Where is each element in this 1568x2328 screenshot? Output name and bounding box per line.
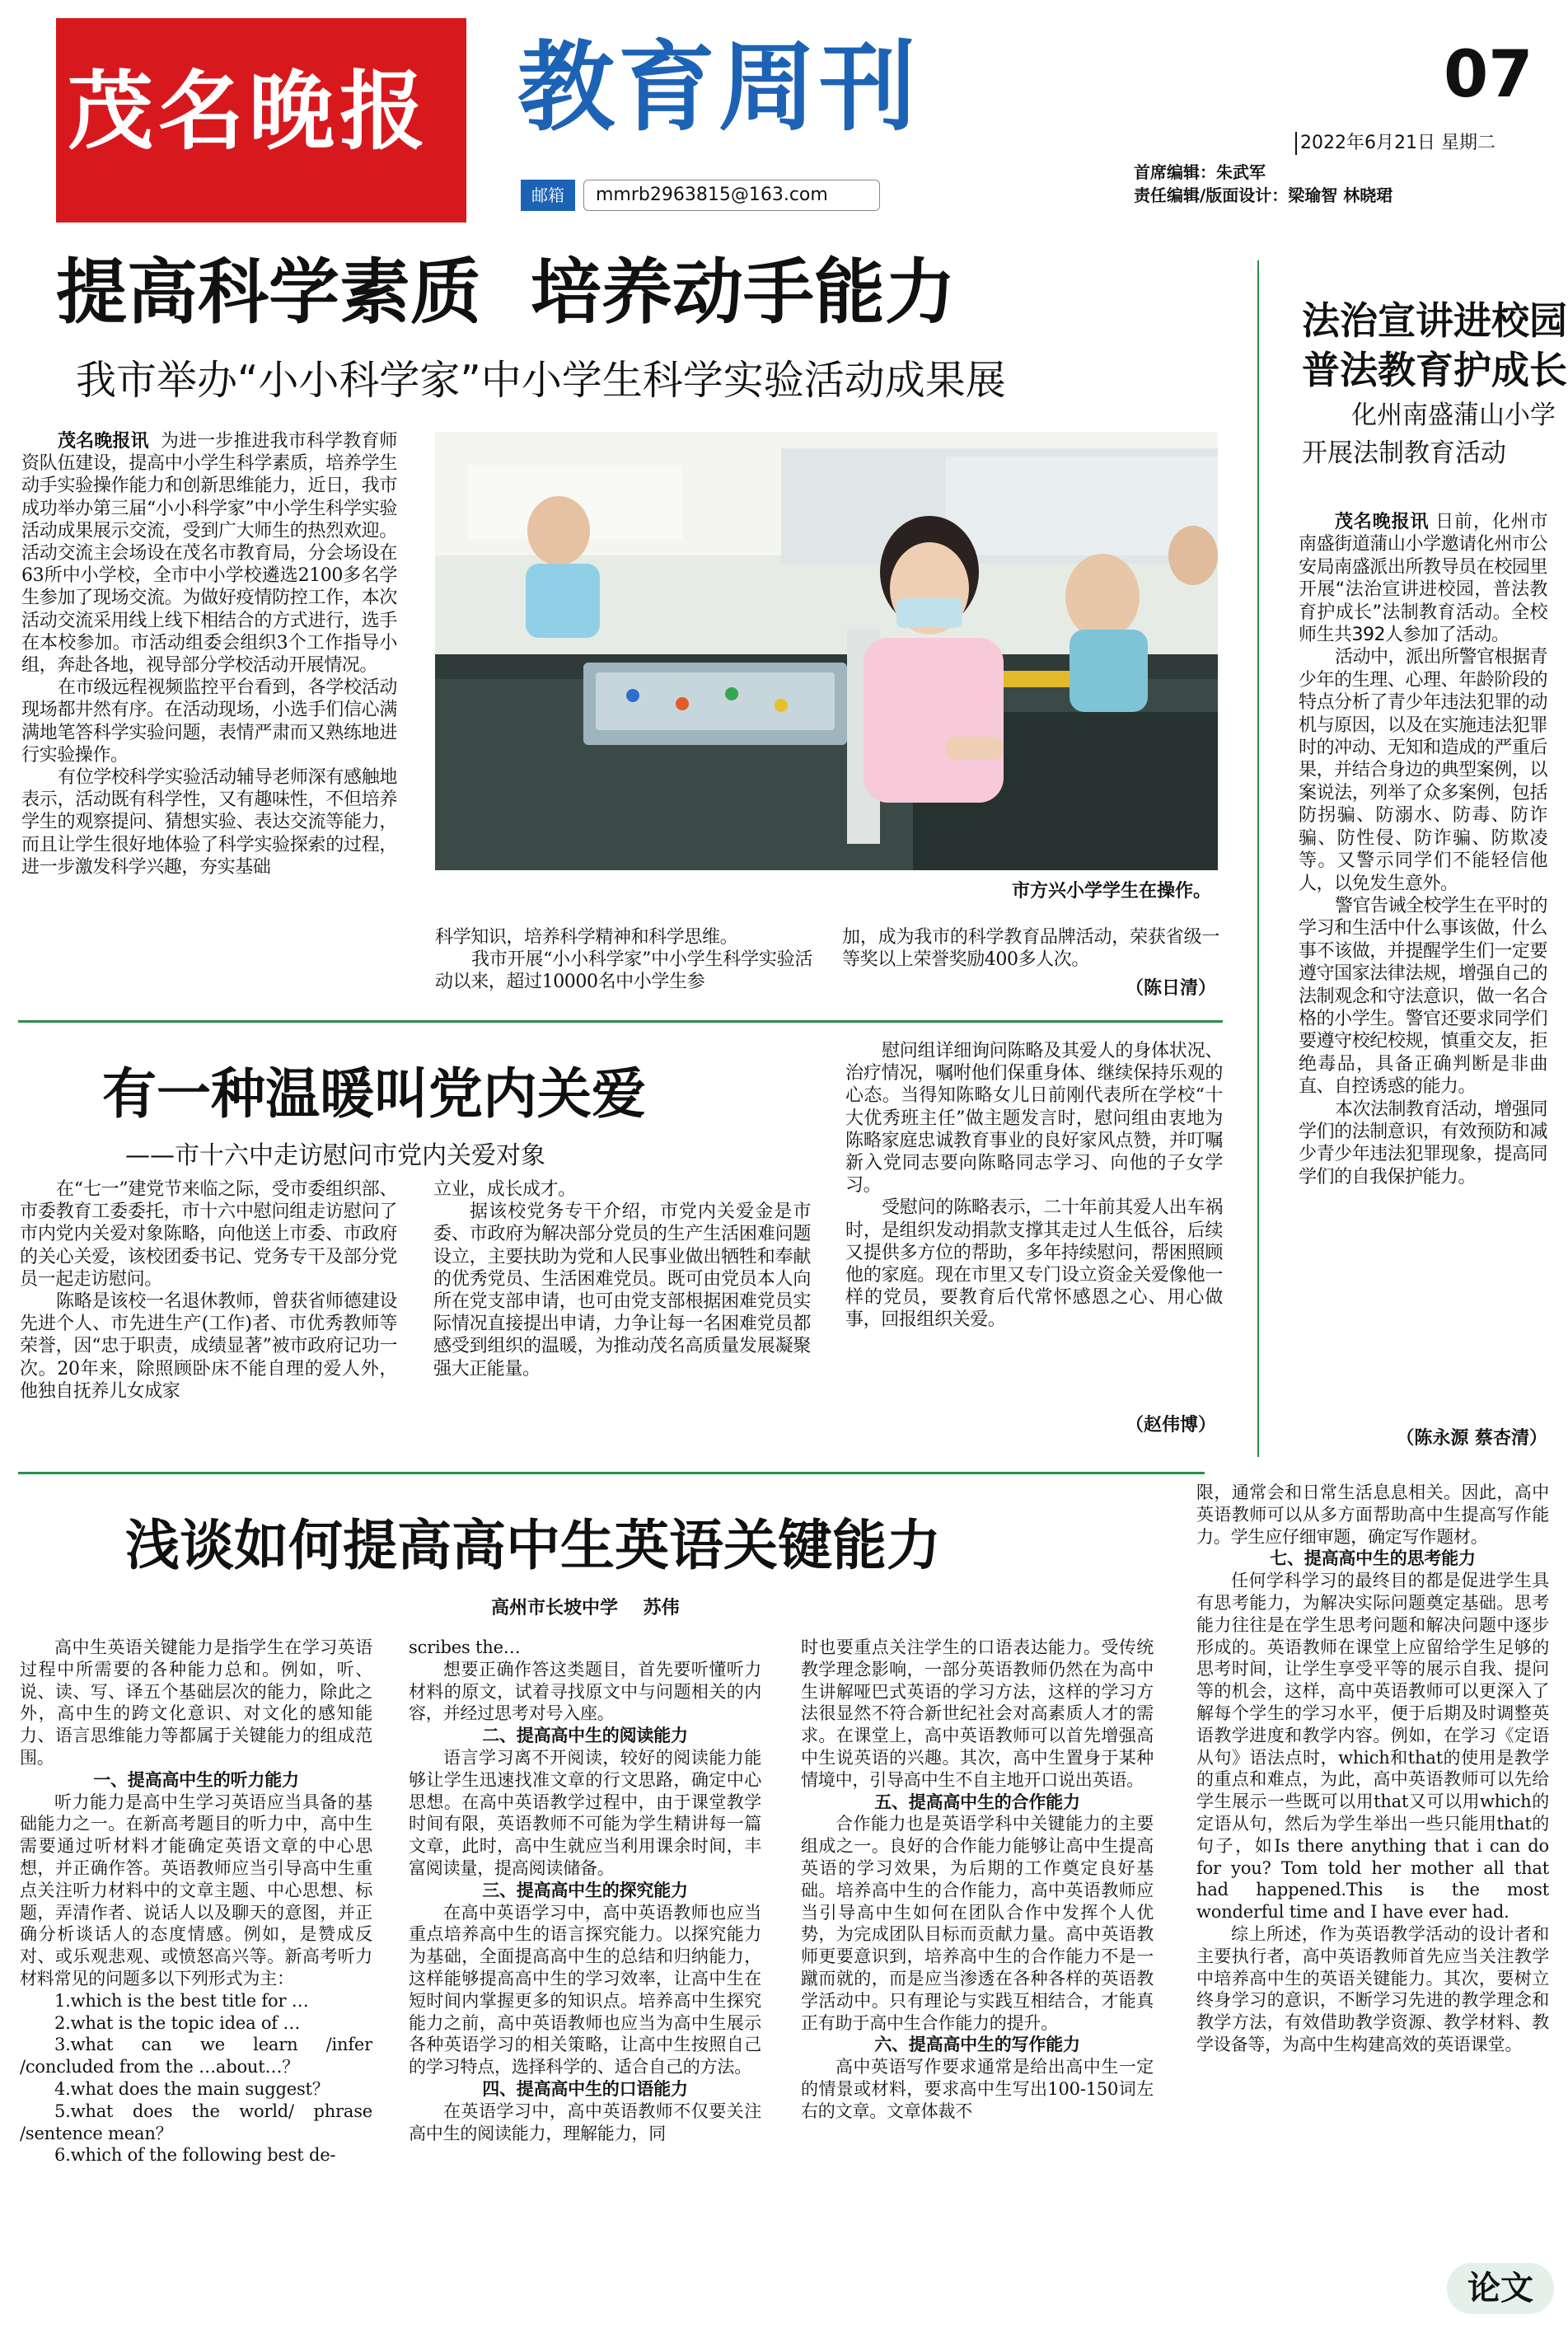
article2-col2-p2: 据该校党务专干介绍，市党内关爱金是市委、市政府为解决部分党员的生产生活困难问题设立，主要扶助为党和人民事业做出牺牲和奉献的优秀党员、生活困难党员。既可由党员本人向所在党支部申请，也可由党支部根据困难党员实际情况直接提出申请，力争让每一名困难党员都感受到组织的温暖，为推动茂名高质量发展凝聚强大正能量。 [433, 1201, 811, 1379]
article3-c4p2: 任何学科学习的最终目的都是促进学生具有思考能力，为解决实际问题奠定基础。思考能力往往是在学生思考问题和解决问题中逐步形成的。英语教师在课堂上应留给学生足够的思考时间，让学生享受平等的展示自我、提问等的机会，这样，高中英语教师可以更深入了解每个学生的学习水平，便于后期及时调整英语教学进度和教学内容。例如，在学习《定语从句》语法点时，which和that的使用是教学的重点和难点，为此，高中英语教师可以先给学生展示一些既可以用that又可以用which的定语从句，然后为学生举出一些只能用that的句子，如Is there anything that i can do for you? Tom told her mother all that had happened.This is the most wonderful time and I have ever had. [1196, 1571, 1549, 1923]
rule-before-article3 [18, 1472, 1205, 1474]
article3-col2 [409, 1637, 761, 2321]
article2-col2-p1: 立业，成长成才。 [433, 1179, 576, 1200]
sidebar-title-2: 普法教育护成长 [1302, 348, 1567, 392]
classroom-photo [435, 432, 1218, 870]
sidebar-sub-1: 化州南盛蒲山小学 [1351, 400, 1556, 430]
sidebar-rule [1257, 260, 1259, 1457]
article1-p1: 为进一步推进我市科学教育师资队伍建设，提高中小学生科学素质，培养学生动手实验操作能力和创新思维能力，近日，我市成功举办第三届“小小科学家”中小学生科学实验活动成果展示交流，受到广大师生的热烈欢迎。活动交流主会场设在茂名市教育局，分会场设在63所中小学校，全市中小学校遴选2100多名学生参加了现场交流。为做好疫情防控工作，本次活动交流采用线上线下相结合的方式进行，选手在本校参加。市活动组委会组织3个工作指导小组，奔赴各地，视导部分学校活动开展情况。 [21, 431, 397, 677]
sidebar-p2: 活动中，派出所警官根据青少年的生理、心理、年龄阶段的特点分析了青少年违法犯罪的动机与原因，以及在实施违法犯罪时的冲动、无知和造成的严重后果，并结合身边的典型案例，以案说法，列举了众多案例，包括防拐骗、防溺水、防毒、防诈骗、防性侵、防诈骗、防欺凌等。又警示同学们不能轻信他人，以免发生意外。 [1299, 647, 1547, 894]
article3-h4: 四、提高高中生的口语能力 [482, 2078, 688, 2099]
article2-col1 [20, 1178, 397, 1447]
rule-after-article1 [18, 1020, 1223, 1023]
article2-col1-p2: 陈略是该校一名退休教师，曾获省师德建设先进个人、市先进生产(工作)者、市优秀教师等荣誉，因“忠于职责，成绩显著”被市政府记功一次。20年来，除照顾卧床不能自理的爱人外，他独自抚养儿女成家 [20, 1291, 397, 1402]
article3-col3 [801, 1637, 1154, 2321]
article3-c3p1: 时也要重点关注学生的口语表达能力。受传统教学理念影响，一部分英语教师仍然在为高中生讲解哑巴式英语的学习方法，这样的学习方法很显然不符合新世纪社会对高素质人才的需求。在课堂上，高中英语教师可以首先增强高中生说英语的兴趣。其次，高中生置身于某种情境中，引导高中生不自主地开口说出英语。 [801, 1637, 1154, 1790]
article3-c2p2: 语言学习离不开阅读，较好的阅读能力能够让学生迅速找准文章的行文思路，确定中心思想。在高中英语教学过程中，由于课堂教学时间有限，英语教师不可能为学生精讲每一篇文章，此时，高中生就应当利用课余时间，丰富阅读量，提高阅读储备。 [409, 1747, 761, 1878]
article3-q1: 1.which is the best title for … [54, 1990, 309, 2011]
mail-label: 邮箱 [521, 180, 575, 211]
article1-subtitle: 我市举办“小小科学家”中小学生科学实验活动成果展 [76, 357, 1006, 404]
article1-p3: 有位学校科学实验活动辅导老师深有感触地表示，活动既有科学性，又有趣味性，不但培养学生的观察提问、猜想实验、表达交流等能力，而且让学生很好地体验了科学实验探索的过程，进一步激发科学兴趣，夯实基础 [21, 767, 397, 878]
article3-h3: 三、提高高中生的探究能力 [482, 1880, 688, 1900]
article3-q6: 6.which of the following best de- [54, 2145, 336, 2166]
article1-p4: 我市开展“小小科学家”中小学生科学实验活动以来，超过10000名中小学生参 [435, 949, 812, 993]
sidebar-body [1299, 511, 1547, 1426]
article2-title: 有一种温暖叫党内关爱 [102, 1062, 646, 1126]
duty-editor: 责任编辑/版面设计：梁瑜智 林晓珺 [1134, 185, 1393, 205]
article1-byline: （陈日清） [1125, 978, 1216, 999]
mail-address[interactable]: mmrb2963815@163.com [583, 180, 880, 211]
article3-c2a: scribes the… [409, 1637, 521, 1657]
article1-p3b: 科学知识，培养科学精神和科学思维。 [435, 927, 738, 948]
article3-author: 高州市长坡中学 苏伟 [491, 1598, 680, 1618]
article3-title: 浅谈如何提高高中生英语关键能力 [125, 1514, 941, 1577]
article1-lead: 茂名晚报讯 [58, 430, 149, 452]
article3-h5: 五、提高高中生的合作能力 [874, 1792, 1080, 1812]
article1-col2 [435, 926, 812, 1012]
article3-col4 [1196, 1482, 1549, 2278]
article3-h1: 一、提高高中生的听力能力 [93, 1769, 299, 1790]
page-number: 07 [1444, 38, 1533, 112]
article3-c4p3: 综上所述，作为英语教学活动的设计者和主要执行者，高中英语教师首先应当关注教学中培养高中生的英语关键能力。其次，要树立终身学习的意识，不断学习先进的教学理念和教学方法，有效借助教学资源、教学材料、教学设备等，为高中生构建高效的英语课堂。 [1196, 1923, 1549, 2054]
article3-c2p4: 在英语学习中，高中英语教师不仅要关注高中生的阅读能力，理解能力，同 [409, 2101, 761, 2143]
article3-q4: 4.what does the main suggest？ [54, 2078, 330, 2099]
sidebar-byline: （陈永源 蔡杏清） [1396, 1428, 1547, 1449]
article3-c3p2: 合作能力也是英语学科中关键能力的主要组成之一。良好的合作能力能够让高中生提高英语的学习效果，为后期的工作奠定良好基础。培养高中生的合作能力，高中英语教师应当引导高中生如何在团队合作中发挥个人优势，为完成团队目标而贡献力量。高中英语教师更要意识到，培养高中生的合作能力不是一蹴而就的，而是应当渗透在各种各样的英语教学活动中。只有理论与实践互相结合，才能真正有助于高中生合作能力的提升。 [801, 1814, 1154, 2033]
article1-p4b: 加，成为我市的科学教育品牌活动，荣获省级一等奖以上荣誉奖励400多人次。 [842, 927, 1219, 971]
article1-p2: 在市级远程视频监控平台看到，各学校活动现场都井然有序。在活动现场，小选手们信心满满地笔答科学实验问题，表情严肃而又熟练地进行实验操作。 [21, 677, 397, 766]
article1-col1 [21, 430, 397, 966]
photo-caption: 市方兴小学学生在操作。 [1011, 881, 1211, 902]
section-title: 教育周刊 [517, 30, 920, 144]
article3-c1p1: 高中生英语关键能力是指学生在学习英语过程中所需要的各种能力总和。例如，听、说、读、写、译五个基础层次的能力，除此之外，高中生的跨文化意识、对文化的感知能力、语言思维能力等都属于关键能力的组成范围。 [20, 1637, 372, 1768]
masthead-logo [56, 18, 466, 222]
sidebar-sub-2: 开展法制教育活动 [1302, 438, 1506, 468]
sidebar-title-1: 法治宣讲进校园 [1302, 298, 1567, 343]
article3-c3p3: 高中英语写作要求通常是给出高中生一定的情景或材料，要求高中生写出100-150词左右的文章。文章体裁不 [801, 2057, 1154, 2121]
article1-title: 提高科学素质 培养动手能力 [56, 251, 956, 334]
article3-q5: 5.what does the world/ phrase /sentence mean？ [20, 2101, 372, 2143]
article2-col2 [433, 1178, 811, 1447]
article3-h6: 六、提高高中生的写作能力 [874, 2035, 1080, 2055]
sidebar-p3: 警官告诫全校学生在平时的学习和生活中什么事该做，什么事不该做，并提醒学生们一定要遵守国家法律法规，增强自己的法制观念和守法意识，做一名合格的小学生。警官还要求同学们要遵守校纪校规，慎重交友，拒绝毒品，具备正确判断是非曲直、自控诱惑的能力。 [1299, 895, 1547, 1098]
chief-editor: 首席编辑：朱武军 [1134, 162, 1266, 182]
article3-c2p3: 在高中英语学习中，高中英语教师也应当重点培养高中生的语言探究能力。以探究能力为基础，全面提高高中生的总结和归纳能力，这样能够提高高中生的学习效率，让高中生在短时间内掌握更多的知识点。培养高中生探究能力之前，高中英语教师也应当为高中生展示各种英语学习的相关策略，让高中生按照自己的学习特点，选择科学的、适合自己的方法。 [409, 1902, 761, 2077]
article1-col3 [842, 926, 1219, 972]
article2-byline: （赵伟博） [1125, 1415, 1216, 1436]
article3-q3: 3.what can we learn /infer /concluded from the …about…？ [20, 2035, 372, 2077]
article2-col3 [845, 1040, 1223, 1447]
article2-subtitle: ——市十六中走访慰问市党内关爱对象 [125, 1141, 545, 1170]
article3-tag: 论文 [1447, 2263, 1554, 2314]
article2-col3-p1: 慰问组详细询问陈略及其爱人的身体状况、治疗情况，嘱咐他们保重身体、继续保持乐观的心态。当得知陈略女儿日前刚代表所在学校“十大优秀班主任”做主题发言时，慰问组由衷地为陈略家庭忠诚教育事业的良好家风点赞，并叮嘱新入党同志要向陈略同志学习、向他的子女学习。 [845, 1041, 1223, 1197]
article1-photo [435, 432, 1218, 870]
sidebar-p4: 本次法制教育活动，增强同学们的法制意识，有效预防和减少青少年违法犯罪现象，提高同学们的自我保护能力。 [1299, 1098, 1547, 1187]
logo-text: 茂名晚报 [68, 60, 431, 162]
article3-h7: 七、提高高中生的思考能力 [1270, 1548, 1476, 1569]
article3-h2: 二、提高高中生的阅读能力 [482, 1726, 688, 1746]
article2-col3-p2: 受慰问的陈略表示，二十年前其爱人出车祸时，是组织发动捐款支撑其走过人生低谷，后续又提供多方位的帮助，多年持续慰问，帮困照顾他的家庭。现在市里又专门设立资金关爱像他一样的党员，要教育后代常怀感恩之心、用心做事，回报组织关爱。 [845, 1197, 1223, 1331]
sidebar-lead: 茂名晚报讯 [1335, 512, 1430, 532]
article3-c2p1: 想要正确作答这类题目，首先要听懂听力材料的原文，试着寻找原文中与问题相关的内容，并经过思考对号入座。 [409, 1659, 761, 1724]
article3-q2: 2.what is the topic idea of … [54, 2012, 301, 2033]
article2-col1-p1: 在“七一”建党节来临之际，受市委组织部、市委教育工委委托，市十六中慰问组走访慰问了市内党内关爱对象陈略，向他送上市委、市政府的关心关爱，该校团委书记、党务专干及部分党员一起走访慰问。 [20, 1179, 397, 1290]
article3-c4p1: 限，通常会和日常生活息息相关。因此，高中英语教师可以从多方面帮助高中生提高写作能力。学生应仔细审题，确定写作题材。 [1196, 1483, 1549, 1547]
sidebar-p1: 日前，化州市南盛街道蒲山小学邀请化州市公安局南盛派出所教导员在校园里开展“法治宣讲进校园，普法教育护成长”法制教育活动。全校师生共392人参加了活动。 [1299, 512, 1547, 646]
article3-col1 [20, 1637, 372, 2321]
date-line: 2022年6月21日 星期二 [1295, 132, 1495, 155]
article3-c1p2: 听力能力是高中生学习英语应当具备的基础能力之一。在新高考题目的听力中，高中生需要通过听材料才能确定英语文章的中心思想，并正确作答。英语教师应当引导高中生重点关注听力材料中的文章主题、中心思想、标题，弄清作者、说话人以及聊天的意图，并正确分析谈话人的态度情感。例如，是赞成反对、或乐观悲观、或愤怒高兴等。新高考听力材料常见的问题多以下列形式为主： [20, 1792, 372, 1988]
